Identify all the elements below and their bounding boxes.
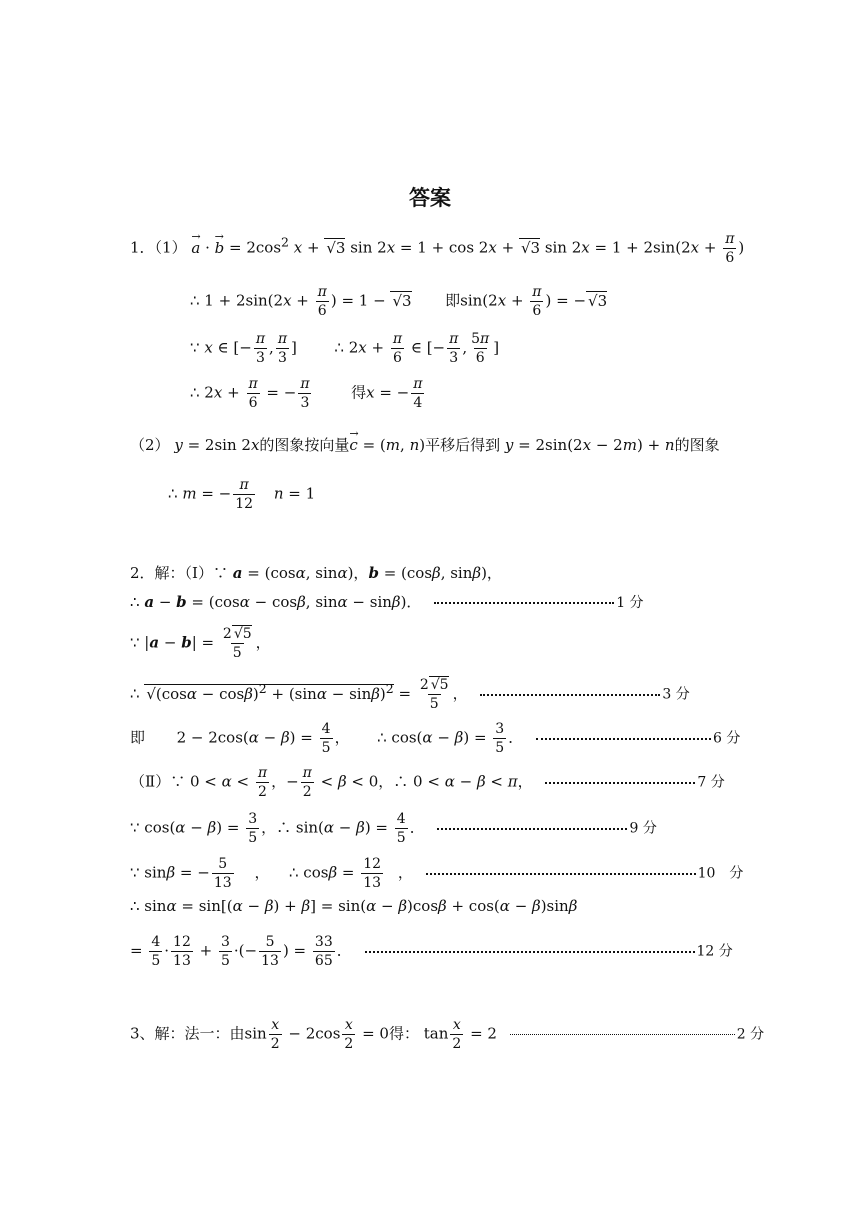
q2-line-4: ∴ $√(\cos\alpha - \cos\beta)^2 + (\sin\alpha - \sin\beta)^2$ = $\frac{2 √5}{5}$ ， 3 分: [130, 677, 690, 712]
q1-ji-text: 即: [445, 291, 461, 310]
q1-result-line: ∴ m = − $\frac{\pi}{12}$ n = 1: [168, 477, 316, 512]
points-1: 1 分: [616, 595, 644, 611]
q2-line-2: ∴ a − b = (cosα − cosβ, sinα − sinβ)． 1 分: [130, 593, 644, 611]
points-3: 3 分: [662, 686, 690, 703]
q2-line-10: = $\frac{4}{5}$ · $\frac{12}{13}$ + $\frac{3}{5}$ ·(− $\frac{5}{13}$ ) = $\frac{33}{65}$ ． 12 分: [130, 934, 733, 969]
points-10: 10 分: [697, 865, 744, 882]
q2-line-9: ∴ sinα = sin[(α − β) + β] = sin(α − β)cosβ + cos(α − β)sinβ: [130, 897, 578, 915]
q2-line-3: ∵ |a − b| = $\frac{2 √5}{5}$ ，: [130, 626, 271, 661]
q2-ji-text: 即: [130, 728, 146, 747]
q1-graph-text: 的图象按向量: [259, 436, 350, 454]
q1-shift-text: 平移后得到: [425, 436, 501, 454]
q3-line-1: 3、解：法一：由sin $\frac{x}{2}$ − 2cos $\frac{x}{2}$ = 0得： tan $\frac{x}{2}$ = 2 2 分: [130, 1017, 765, 1052]
q1-label: 1．（1）: [130, 238, 187, 257]
points-12: 12 分: [696, 943, 733, 960]
answer-title: 答案: [409, 186, 451, 210]
q1-part2-line: （2） y = 2sin 2x的图象按向量→ c = (m, n)平移后得到 y = 2sin(2x − 2m) + n的图象: [130, 436, 720, 454]
q1-part2-label: （2）: [130, 436, 170, 454]
q1-line-3: ∵ x ∈ [− $\frac{\pi}{3}$ , $\frac{\pi}{3}$ ] ∴ 2x + $\frac{\pi}{6}$ ∈ [− $\frac{\pi}{3}$ , $\frac{5\pi}{6}$ ]: [190, 331, 500, 366]
q2-line-6: （Ⅱ）∵ 0 < α < $\frac{\pi}{2}$ ，− $\frac{\pi}{2}$ < β < 0，∴ 0 < α − β < π， 7 分: [130, 765, 725, 800]
q2-part2-label: （Ⅱ）: [130, 772, 171, 791]
q2-label: 2．解：（Ⅰ）: [130, 564, 213, 582]
q1-graph-end: 的图象: [674, 436, 720, 454]
q1-de-text: 得: [351, 383, 367, 402]
q1-line-1: 1．（1） → a · → $b = 2\cos^2$ x + √3 sin 2x = 1 + cos 2x + √3 sin 2x = 1 + 2sin(2x + $\frac{\pi}{6}$ ): [130, 232, 744, 265]
q3-label: 3、解：法一：由: [130, 1024, 245, 1043]
q2-line-7: ∵ cos(α − β) = $\frac{3}{5}$ ，∴ sin(α − β) = $\frac{4}{5}$ ． 9 分: [130, 811, 657, 846]
q3-de-text: 得：: [388, 1024, 419, 1043]
q2-line-8: ∵ sinβ = − $\frac{5}{13}$ ， ∴ cosβ = $\frac{12}{13}$ ， 10 分: [130, 856, 744, 891]
points-9: 9 分: [629, 820, 657, 837]
q1-line-2: ∴ 1 + 2sin(2x + $\frac{\pi}{6}$ ) = 1 − √3 即sin(2x + $\frac{\pi}{6}$ ) = − √3: [190, 284, 608, 319]
q2-line-1: 2．解：（Ⅰ）∵ a = (cosα, sinα)，b = (cosβ, sinβ)，: [130, 564, 502, 582]
points-2: 2 分: [736, 1026, 765, 1043]
q1-line-4: ∴ 2x + $\frac{\pi}{6}$ = − $\frac{\pi}{3}$ 得x = − $\frac{\pi}{4}$: [190, 376, 423, 411]
points-7: 7 分: [697, 774, 725, 791]
q2-line-5: 即 2 − 2cos(α − β) = $\frac{4}{5}$ ， ∴ cos(α − β) = $\frac{3}{5}$ ． 6 分: [130, 721, 741, 756]
points-6: 6 分: [713, 730, 741, 747]
